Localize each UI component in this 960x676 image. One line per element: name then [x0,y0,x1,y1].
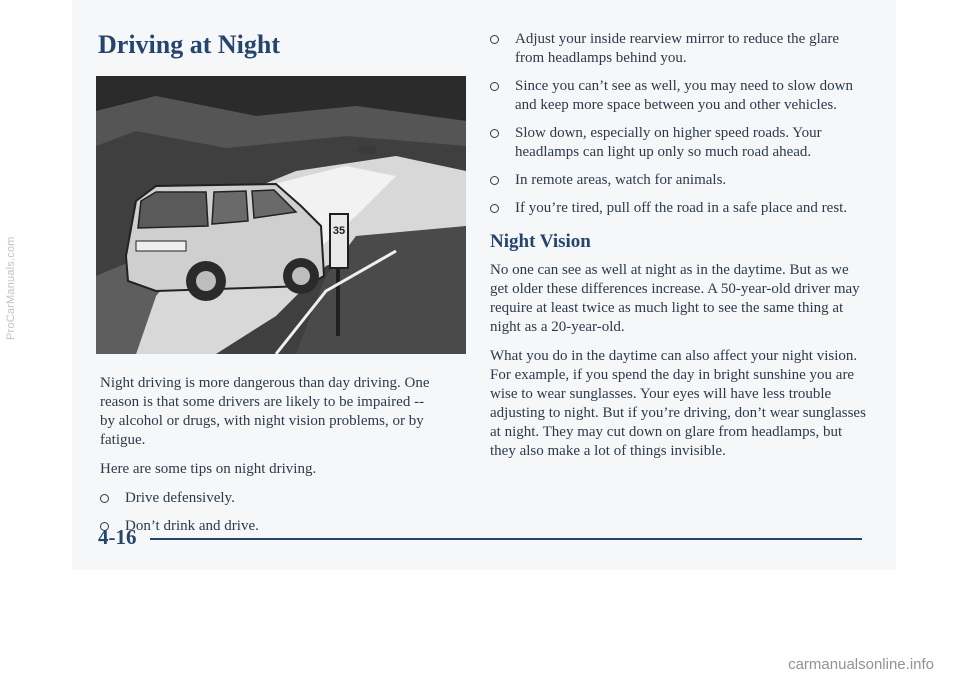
speed-sign [330,214,348,268]
night-driving-illustration [96,76,466,354]
bullet-icon [100,494,109,503]
list-item [100,489,440,508]
paragraph: Night driving is more dangerous than day driving. One reason is that some drivers are likely to be impaired -- by alcohol or drugs, with night vision problems, or by fatigue. [100,375,430,448]
list-item-text: Adjust your inside rearview mirror to reduce the glare from headlamps behind you. [515,31,840,66]
bullet-icon [490,176,499,185]
right-column [490,30,868,471]
list-item [490,199,868,218]
list-item-text: If you’re tired, pull off the road in a safe place and rest. [515,200,848,216]
sign-number: 35 [332,225,346,237]
list-item-text: In remote areas, watch for animals. [515,172,727,188]
list-item [490,171,868,190]
bullet-icon [490,129,499,138]
sign-post [336,266,340,336]
bullet-list [490,30,868,218]
page-number: 4-16 [98,525,137,549]
watermark-text: ProCarManuals.com [5,236,17,340]
list-item-text: Don’t drink and drive. [125,518,259,534]
footer-rule [150,538,862,540]
side-watermark [5,100,19,340]
list-item [100,517,440,536]
site-logo: carmanualsonline.info [788,656,934,673]
list-item [490,77,868,115]
bullet-list [100,489,440,536]
list-item-text: Slow down, especially on higher speed roads. Your headlamps can light up only so much road ahead. [515,125,822,160]
bullet-icon [490,204,499,213]
list-item-text: Drive defensively. [125,490,235,506]
bullet-icon [490,82,499,91]
page-title: Driving at Night [98,30,280,59]
left-column [100,374,440,545]
section-subheading: Night Vision [490,231,591,252]
list-item [490,30,868,68]
paragraph: Here are some tips on night driving. [100,461,317,477]
minivan-graphic [126,184,324,301]
illustration-svg [96,76,466,354]
paragraph: What you do in the daytime can also affect your night vision. For example, if you spend the day in bright sunshine you are wise to wear sunglasses. Your eyes will have less trouble adjusting to night. But if you’re driving, don’t wear sunglasses at night. They may cut down on glare from headlamps, but they also make a lot of things invisible. [490,348,866,459]
list-item-text: Since you can’t see as well, you may need to slow down and keep more space between you and other vehicles. [515,78,853,113]
list-item [490,124,868,162]
bullet-icon [490,35,499,44]
paragraph: No one can see as well at night as in the daytime. But as we get older these differences increase. A 50-year-old driver may require at least twice as much light to see the same thing at night as a 20-year-old. [490,262,860,335]
